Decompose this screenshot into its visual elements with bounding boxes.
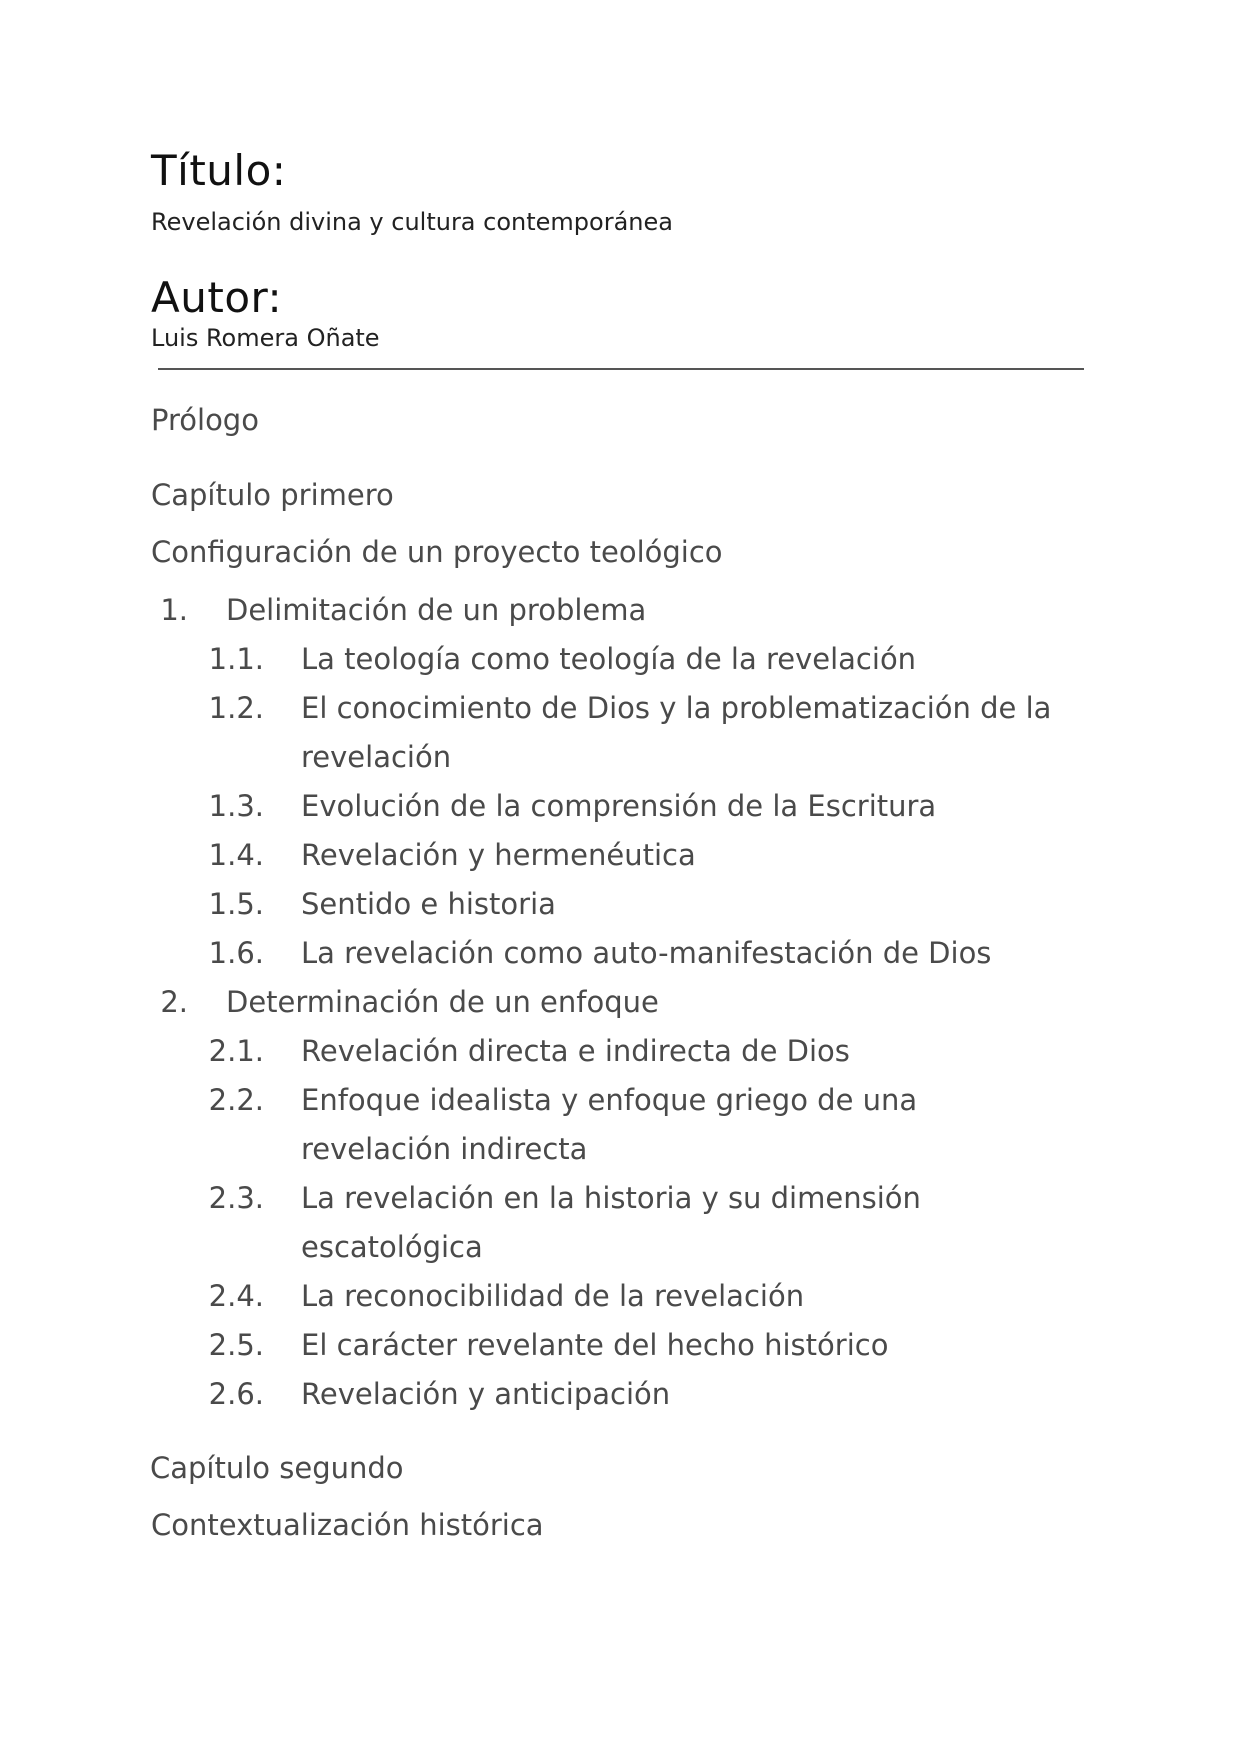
toc-subsection-number: 2.2. <box>208 1083 264 1117</box>
toc-subsection-number: 2.3. <box>208 1181 264 1215</box>
toc-subsection-number: 2.6. <box>208 1377 264 1411</box>
toc-section-number: 2. <box>160 985 188 1019</box>
toc-subsection-title: Evolución de la comprensión de la Escritura <box>301 789 937 823</box>
toc-subsection-title: Sentido e historia <box>301 887 556 921</box>
toc-section-title: Determinación de un enfoque <box>226 985 659 1019</box>
title-label: Título: <box>151 146 287 195</box>
toc-subsection-number: 1.6. <box>208 936 264 970</box>
toc-chapter2-title: Contextualización histórica <box>151 1508 544 1542</box>
author-value: Luis Romera Oñate <box>151 324 380 352</box>
toc-subsection-title: Revelación y anticipación <box>301 1377 671 1411</box>
toc-subsection-title: La reconocibilidad de la revelación <box>301 1279 805 1313</box>
toc-subsection-number: 1.1. <box>208 642 264 676</box>
toc-subsection-title-continued: escatológica <box>301 1230 483 1264</box>
toc-subsection-title: El carácter revelante del hecho histórico <box>301 1328 889 1362</box>
toc-subsection-title: La revelación como auto-manifestación de Dios <box>301 936 992 970</box>
toc-subsection-number: 2.1. <box>208 1034 264 1068</box>
toc-subsection-title: Enfoque idealista y enfoque griego de una <box>301 1083 918 1117</box>
toc-subsection-title-continued: revelación indirecta <box>301 1132 588 1166</box>
divider-line <box>158 368 1084 370</box>
toc-subsection-title: La revelación en la historia y su dimensión <box>301 1181 921 1215</box>
title-value: Revelación divina y cultura contemporánea <box>151 208 673 236</box>
toc-subsection-title: La teología como teología de la revelación <box>301 642 917 676</box>
toc-chapter1-label: Capítulo primero <box>151 478 394 512</box>
author-label: Autor: <box>151 273 283 322</box>
toc-subsection-number: 1.3. <box>208 789 264 823</box>
toc-subsection-title: Revelación directa e indirecta de Dios <box>301 1034 850 1068</box>
toc-subsection-title: El conocimiento de Dios y la problematización de la <box>301 691 1052 725</box>
toc-prologue: Prólogo <box>151 403 259 437</box>
toc-subsection-number: 2.4. <box>208 1279 264 1313</box>
toc-chapter2-label: Capítulo segundo <box>150 1451 404 1485</box>
toc-subsection-number: 1.2. <box>208 691 264 725</box>
toc-subsection-number: 2.5. <box>208 1328 264 1362</box>
toc-subsection-title-continued: revelación <box>301 740 452 774</box>
toc-section-number: 1. <box>160 593 188 627</box>
toc-subsection-title: Revelación y hermenéutica <box>301 838 696 872</box>
toc-section-title: Delimitación de un problema <box>226 593 647 627</box>
toc-subsection-number: 1.4. <box>208 838 264 872</box>
toc-chapter1-title: Configuración de un proyecto teológico <box>151 535 723 569</box>
toc-subsection-number: 1.5. <box>208 887 264 921</box>
